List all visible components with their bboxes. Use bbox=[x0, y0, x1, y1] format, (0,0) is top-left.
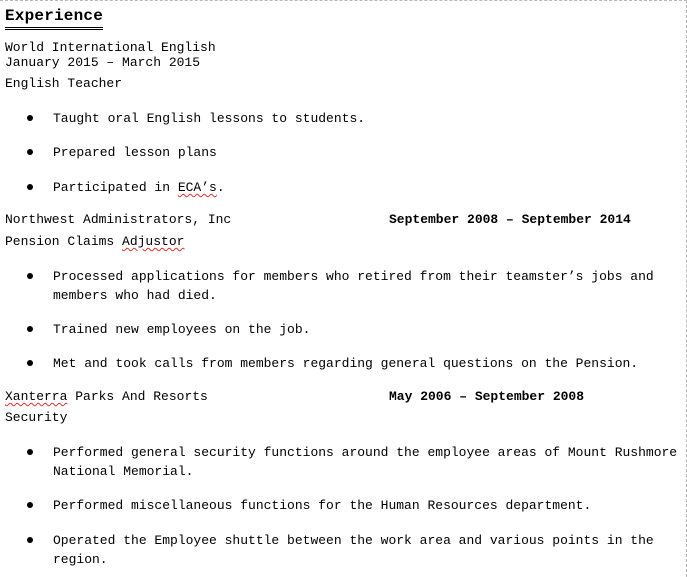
job-title: Security bbox=[5, 410, 68, 425]
bullet-text: Processed applications for members who retired from their teamster’s jobs and members who had died. bbox=[53, 269, 654, 303]
bullet-dot bbox=[27, 115, 33, 121]
bullet-dot bbox=[27, 537, 33, 543]
bullet-text: Operated the Employee shuttle between the work area and various points in the region. bbox=[53, 533, 654, 567]
spelling-flag[interactable]: ECA’s bbox=[177, 180, 217, 195]
job-company: World International English bbox=[5, 40, 216, 55]
bullet-text: Performed general security functions around the employee areas of Mount Rushmore National Memorial. bbox=[53, 445, 678, 479]
bullet-text: Taught oral English lessons to students. bbox=[53, 111, 366, 126]
job-title: Pension Claims Adjustor bbox=[5, 234, 185, 249]
bullet-dot bbox=[27, 273, 33, 279]
job-company: Northwest Administrators, Inc bbox=[5, 212, 232, 227]
job-title: English Teacher bbox=[5, 76, 123, 91]
bullet-text: Participated in ECA’s. bbox=[53, 180, 225, 195]
bullet-dot bbox=[27, 360, 33, 366]
job-dates: September 2008 – September 2014 bbox=[389, 212, 631, 227]
bullet-text: Met and took calls from members regarding general questions on the Pension. bbox=[53, 356, 639, 371]
job-company: Xanterra Parks And Resorts bbox=[5, 389, 208, 404]
job-dates: January 2015 – March 2015 bbox=[5, 55, 201, 70]
bullet-dot bbox=[27, 502, 33, 508]
bullet-text: Performed miscellaneous functions for the Human Resources department. bbox=[53, 498, 592, 513]
spelling-flag[interactable]: Adjustor bbox=[122, 234, 185, 249]
bullet-dot bbox=[27, 184, 33, 190]
bullet-dot bbox=[27, 326, 33, 332]
bullet-text: Trained new employees on the job. bbox=[53, 322, 311, 337]
bullet-dot bbox=[27, 149, 33, 155]
spelling-flag[interactable]: Xanterra bbox=[5, 389, 68, 404]
bullet-text: Prepared lesson plans bbox=[53, 145, 217, 160]
job-dates: May 2006 – September 2008 bbox=[389, 389, 585, 404]
bullet-dot bbox=[27, 449, 33, 455]
section-title: Experience bbox=[5, 7, 103, 30]
